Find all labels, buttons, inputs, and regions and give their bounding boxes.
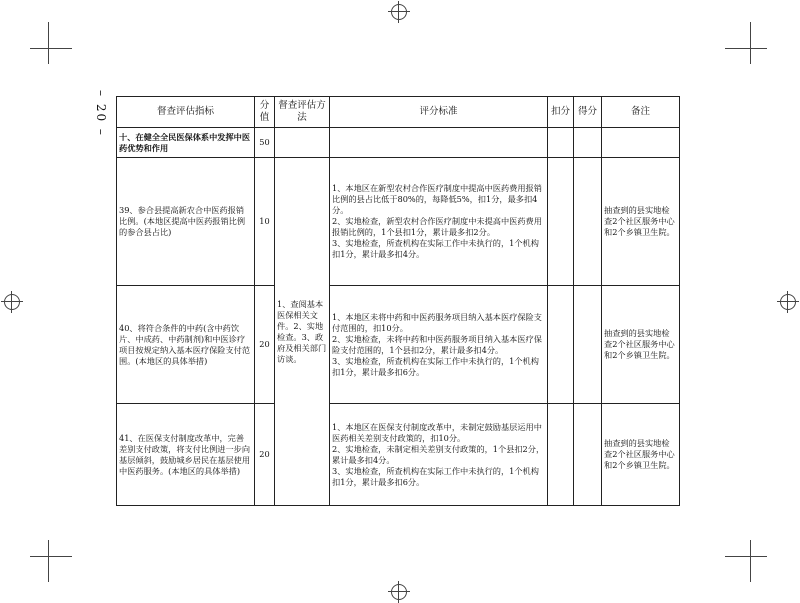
header-method: 督查评估方法: [275, 97, 330, 128]
remark-cell: 抽查到的县实地检查2个社区服务中心和2个乡镇卫生院。: [602, 286, 680, 404]
indicator-cell: 41、在医保支付制度改革中，完善差别支付政策，将支付比例进一步向基层倾斜，鼓励城乡居民在基层使用中医药服务。(本地区的具体举措): [117, 404, 255, 506]
deduct-cell: [548, 158, 574, 286]
table-row: [117, 404, 680, 506]
section-row: [117, 128, 680, 158]
registration-mark-icon: [4, 294, 20, 310]
deduct-cell: [548, 286, 574, 404]
header-remark: 备注: [602, 97, 680, 128]
section-standard-cell: [330, 128, 548, 158]
crop-mark: [30, 48, 72, 49]
crop-mark: [48, 22, 49, 64]
standard-item: 1、本地区在新型农村合作医疗制度中提高中医药费用报销比例的县占比低于80%的，每降低5%，扣1分，最多扣4分。: [332, 183, 542, 215]
standard-item: 2、实地检查，未将中药和中医药服务项目纳入基本医疗保险支付范围的，1个县扣2分，累计最多扣4分。: [332, 333, 542, 355]
registration-mark-icon: [780, 294, 796, 310]
header-score: 分值: [255, 97, 275, 128]
crop-mark: [725, 48, 767, 49]
header-indicator: 督查评估指标: [117, 97, 255, 128]
standard-item: 1、本地区未将中药和中医药服务项目纳入基本医疗保险支付范围的，扣10分。: [332, 311, 542, 333]
evaluation-table: [116, 96, 680, 506]
gained-cell: [574, 286, 602, 404]
crop-mark: [750, 22, 751, 64]
standard-item: 1、本地区在医保支付制度改革中，未制定鼓励基层运用中医药相关差别支付政策的，扣10分。: [332, 421, 542, 443]
crop-mark: [30, 556, 72, 557]
section-gained-cell: [574, 128, 602, 158]
page-number: – 20 –: [94, 90, 108, 137]
score-cell: 20: [255, 404, 275, 506]
gained-cell: [574, 404, 602, 506]
standard-cell: [330, 158, 548, 286]
section-remark-cell: [602, 128, 680, 158]
standard-item: 2、实地检查，新型农村合作医疗制度中未提高中医药费用报销比例的，1个县扣1分，累计最多扣2分。: [332, 216, 542, 237]
section-deduct-cell: [548, 128, 574, 158]
header-gained: 得分: [574, 97, 602, 128]
table-row: [117, 286, 680, 404]
section-score: 50: [255, 128, 275, 158]
standard-cell: [330, 286, 548, 404]
table-row: [117, 158, 680, 286]
section-method-cell: [275, 128, 330, 158]
method-cell: 1、查阅基本医保相关文件。2、实地检查。3、政府及相关部门访谈。: [275, 158, 330, 506]
header-standard: 评分标准: [330, 97, 548, 128]
deduct-cell: [548, 404, 574, 506]
indicator-cell: 39、参合县提高新农合中医药报销比例。(本地区提高中医药报销比例的参合县占比): [117, 158, 255, 286]
gained-cell: [574, 158, 602, 286]
table-header-row: [117, 97, 680, 128]
standard-item: 2、实地检查，未制定相关差别支付政策的，1个县扣2分，累计最多扣4分。: [332, 443, 545, 465]
score-cell: 20: [255, 286, 275, 404]
crop-mark: [48, 540, 49, 582]
header-deduct: 扣分: [548, 97, 574, 128]
registration-mark-icon: [391, 584, 407, 600]
registration-mark-icon: [391, 4, 407, 20]
indicator-cell: 40、将符合条件的中药(含中药饮片、中成药、中药制剂)和中医诊疗项目按规定纳入基本医疗保险支付范围。(本地区的具体举措): [117, 286, 255, 404]
section-title: 十、在健全全民医保体系中发挥中医药优势和作用: [117, 128, 255, 158]
standard-cell: [330, 404, 548, 506]
standard-item: 3、实地检查，所查机构在实际工作中未执行的，1个机构扣1分，累计最多扣4分。: [332, 238, 539, 259]
remark-cell: 抽查到的县实地检查2个社区服务中心和2个乡镇卫生院。: [602, 404, 680, 506]
crop-mark: [725, 556, 767, 557]
score-cell: 10: [255, 158, 275, 286]
standard-item: 3、实地检查，所查机构在实际工作中未执行的，1个机构扣1分，累计最多扣6分。: [332, 465, 539, 487]
standard-item: 3、实地检查，所查机构在实际工作中未执行的，1个机构扣1分，累计最多扣6分。: [332, 355, 539, 377]
crop-mark: [750, 540, 751, 582]
remark-cell: 抽查到的县实地检查2个社区服务中心和2个乡镇卫生院。: [602, 158, 680, 286]
